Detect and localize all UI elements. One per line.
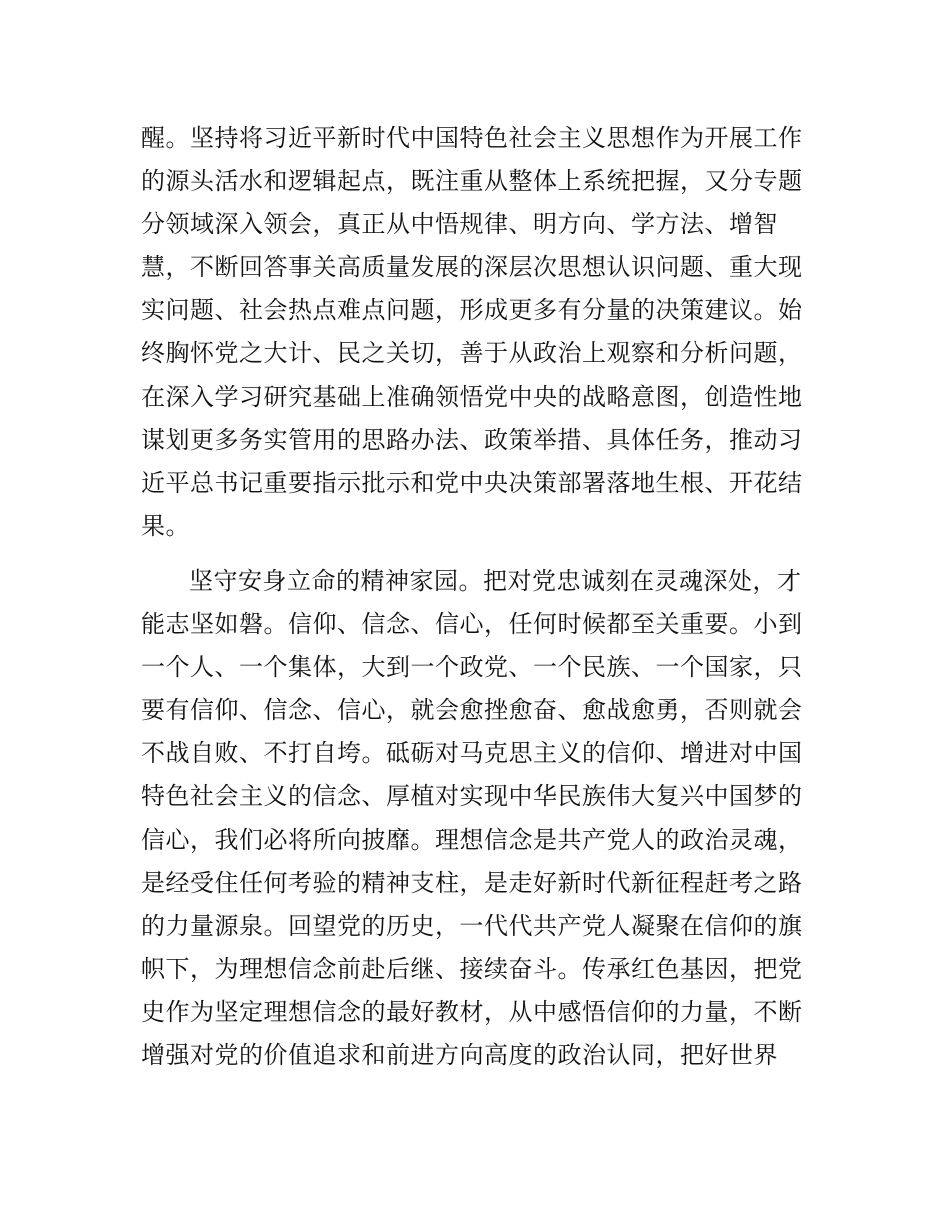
- text-line: 的源头活水和逻辑起点，既注重从整体上系统把握，又分专题: [141, 167, 803, 196]
- text-line: 果。: [141, 511, 190, 540]
- text-line: 醒。坚持将习近平新时代中国特色社会主义思想作为开展工作: [141, 124, 803, 152]
- text-line: 终胸怀党之大计、民之关切，善于从政治上观察和分析问题，: [141, 339, 803, 368]
- text-line: 增强对党的价值追求和前进方向高度的政治认同，把好世界: [141, 1040, 778, 1069]
- text-line: 帜下，为理想信念前赴后继、接续奋斗。传承红色基因，把党: [141, 954, 803, 983]
- text-line-first: 坚守安身立命的精神家园。把对党忠诚刻在灵魂深处，才: [189, 566, 802, 595]
- text-line: 分领域深入领会，真正从中悟规律、明方向、学方法、增智: [141, 210, 778, 239]
- text-line: 在深入学习研究基础上准确领悟党中央的战略意图，创造性地: [141, 382, 803, 411]
- text-line: 不战自败、不打自垮。砥砺对马克思主义的信仰、增进对中国: [141, 739, 803, 768]
- text-line: 实问题、社会热点难点问题，形成更多有分量的决策建议。始: [141, 296, 803, 325]
- text-line: 是经受住任何考验的精神支柱，是走好新时代新征程赶考之路: [141, 868, 803, 897]
- text-line: 的力量源泉。回望党的历史，一代代共产党人凝聚在信仰的旗: [141, 911, 803, 940]
- text-line: 能志坚如磐。信仰、信念、信心，任何时候都至关重要。小到: [141, 610, 803, 639]
- paragraph-2: [141, 560, 821, 1077]
- paragraph-spacer: [141, 548, 821, 560]
- body-text: [141, 117, 821, 1077]
- text-line: 慧，不断回答事关高质量发展的深层次思想认识问题、重大现: [141, 253, 803, 282]
- text-line: 一个人、一个集体，大到一个政党、一个民族、一个国家，只: [141, 653, 803, 682]
- text-line: 信心，我们必将所向披靡。理想信念是共产党人的政治灵魂，: [141, 825, 803, 854]
- paragraph-1: [141, 117, 821, 548]
- text-line: 史作为坚定理想信念的最好教材，从中感悟信仰的力量，不断: [141, 997, 803, 1026]
- text-line: 要有信仰、信念、信心，就会愈挫愈奋、愈战愈勇，否则就会: [141, 696, 803, 725]
- text-line: 特色社会主义的信念、厚植对实现中华民族伟大复兴中国梦的: [141, 782, 803, 811]
- text-line: 近平总书记重要指示批示和党中央决策部署落地生根、开花结: [141, 468, 803, 497]
- text-line: 谋划更多务实管用的思路办法、政策举措、具体任务，推动习: [141, 425, 803, 454]
